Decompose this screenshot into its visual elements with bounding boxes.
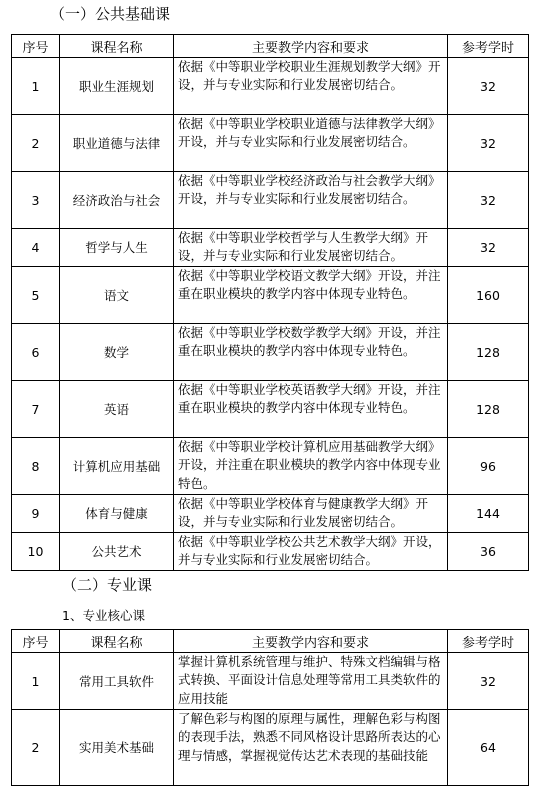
row-number: 5 [12,267,60,324]
course-hours: 144 [448,495,529,533]
course-content: 依据《中等职业学校职业生涯规划教学大纲》开设，并与专业实际和行业发展密切结合。 [174,58,448,115]
row-number: 1 [12,653,60,710]
course-content: 了解色彩与构图的原理与属性，理解色彩与构图的表现手法，熟悉不同风格设计思路所表达的心理与情感，掌握视觉传达艺术表现的基础技能 [174,710,448,786]
course-hours: 36 [448,533,529,571]
table-row [12,438,529,495]
course-name: 哲学与人生 [60,229,174,267]
course-name: 常用工具软件 [60,653,174,710]
table-row [12,229,529,267]
course-name: 语文 [60,267,174,324]
course-hours: 64 [448,710,529,786]
header-no: 序号 [12,35,60,58]
course-name: 实用美术基础 [60,710,174,786]
row-number: 1 [12,58,60,115]
row-number: 7 [12,381,60,438]
course-name: 数学 [60,324,174,381]
course-content: 依据《中等职业学校计算机应用基础教学大纲》开设，并注重在职业模块的教学内容中体现专业特色。 [174,438,448,495]
row-number: 2 [12,115,60,172]
subsection-title-core-courses: 1、专业核心课 [62,608,145,623]
section-title-public-courses: （一）公共基础课 [50,5,171,23]
course-hours: 160 [448,267,529,324]
course-content: 依据《中等职业学校哲学与人生教学大纲》开设，并与专业实际和行业发展密切结合。 [174,229,448,267]
header-content: 主要教学内容和要求 [174,35,448,58]
row-number: 2 [12,710,60,786]
course-hours: 32 [448,172,529,229]
course-hours: 128 [448,381,529,438]
course-hours: 32 [448,58,529,115]
table-row [12,324,529,381]
public-courses-table [11,34,529,571]
course-content: 依据《中等职业学校体育与健康教学大纲》开设，并与专业实际和行业发展密切结合。 [174,495,448,533]
table-row [12,710,529,786]
header-hours: 参考学时 [448,35,529,58]
course-content: 掌握计算机系统管理与维护、特殊文档编辑与格式转换、平面设计信息处理等常用工具类软件的应用技能 [174,653,448,710]
table-header-row [12,630,529,653]
course-hours: 32 [448,653,529,710]
core-courses-table [11,629,529,786]
course-hours: 96 [448,438,529,495]
table-row [12,653,529,710]
course-content: 依据《中等职业学校经济政治与社会教学大纲》开设，并与专业实际和行业发展密切结合。 [174,172,448,229]
row-number: 8 [12,438,60,495]
row-number: 10 [12,533,60,571]
course-content: 依据《中等职业学校数学教学大纲》开设，并注重在职业模块的教学内容中体现专业特色。 [174,324,448,381]
header-course-name: 课程名称 [60,35,174,58]
header-content: 主要教学内容和要求 [174,630,448,653]
row-number: 9 [12,495,60,533]
course-hours: 128 [448,324,529,381]
row-number: 6 [12,324,60,381]
row-number: 3 [12,172,60,229]
course-name: 体育与健康 [60,495,174,533]
course-hours: 32 [448,115,529,172]
course-name: 计算机应用基础 [60,438,174,495]
course-content: 依据《中等职业学校英语教学大纲》开设，并注重在职业模块的教学内容中体现专业特色。 [174,381,448,438]
table-row [12,58,529,115]
section-title-professional-courses: （二）专业课 [62,576,153,594]
course-name: 经济政治与社会 [60,172,174,229]
course-content: 依据《中等职业学校公共艺术教学大纲》开设，并与专业实际和行业发展密切结合。 [174,533,448,571]
header-no: 序号 [12,630,60,653]
table-row [12,267,529,324]
header-course-name: 课程名称 [60,630,174,653]
table-header-row [12,35,529,58]
course-content: 依据《中等职业学校职业道德与法律教学大纲》开设，并与专业实际和行业发展密切结合。 [174,115,448,172]
table-row [12,533,529,571]
table-row [12,115,529,172]
header-hours: 参考学时 [448,630,529,653]
row-number: 4 [12,229,60,267]
course-content: 依据《中等职业学校语文教学大纲》开设，并注重在职业模块的教学内容中体现专业特色。 [174,267,448,324]
course-name: 职业道德与法律 [60,115,174,172]
course-hours: 32 [448,229,529,267]
course-name: 公共艺术 [60,533,174,571]
table-row [12,381,529,438]
course-name: 英语 [60,381,174,438]
table-row [12,172,529,229]
table-row [12,495,529,533]
course-name: 职业生涯规划 [60,58,174,115]
